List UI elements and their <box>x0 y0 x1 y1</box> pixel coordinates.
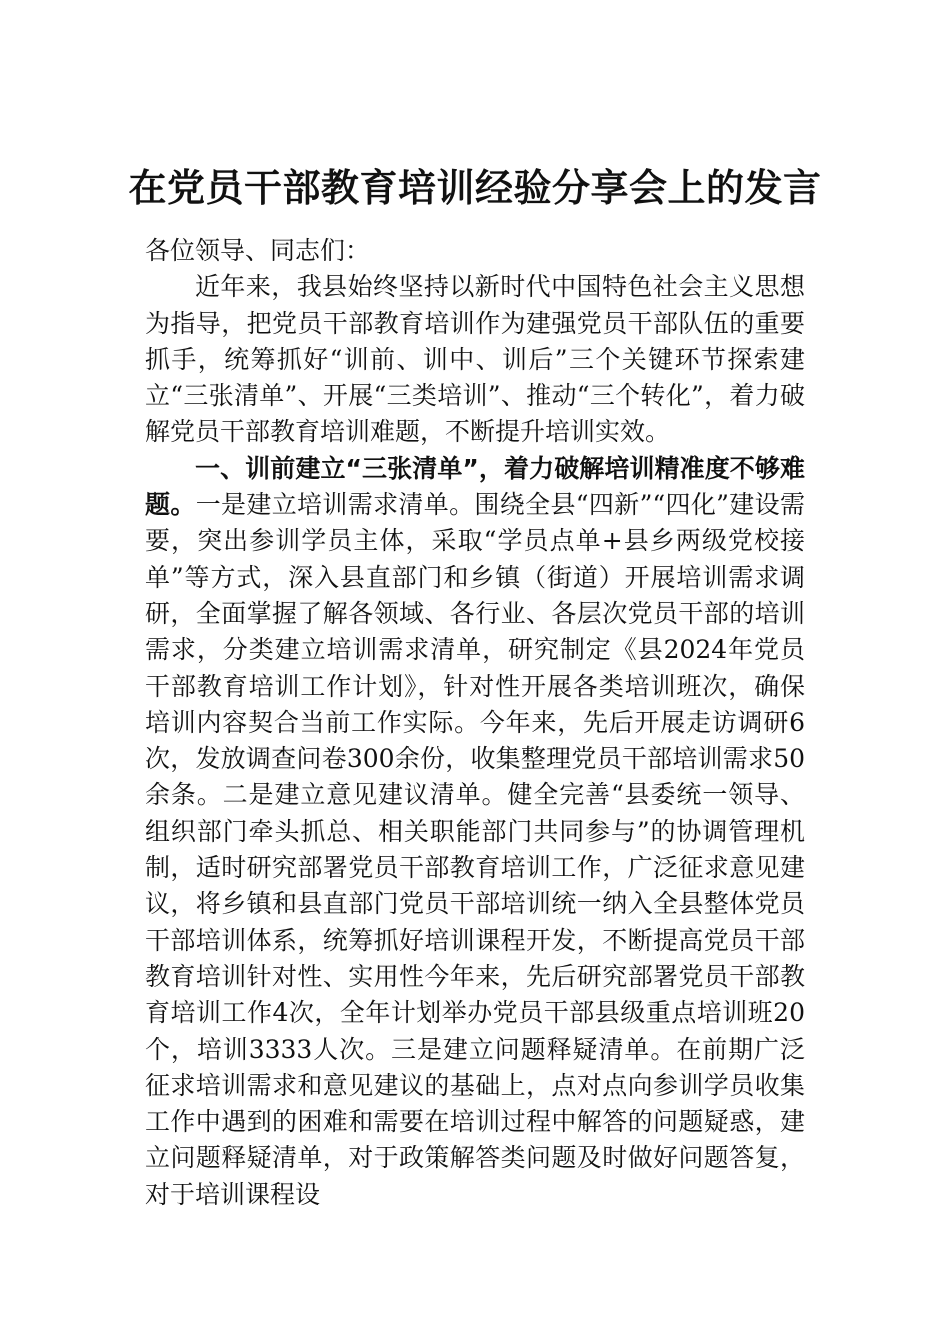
section-1-heading: 一、训前建立“三张清单”，着力破解培训精准度不够难题。 <box>145 453 805 520</box>
section-1-body: 一是建立培训需求清单。围绕全县“四新”“四化”建设需要，突出参训学员主体，采取“学员点单+县乡两级党校接单”等方式，深入县直部门和乡镇（街道）开展培训需求调研，全面掌握了解各领域、各行业、各层次党员干部的培训需求，分类建立培训需求清单，研究制定《县2024年党员干部教育培训工作计划》，针对性开展各类培训班次，确保培训内容契合当前工作实际。今年来，先后开展走访调研6次，发放调查问卷300余份，收集整理党员干部培训需求50余条。二是建立意见建议清单。健全完善“县委统一领导、组织部门牵头抓总、相关职能部门共同参与”的协调管理机制，适时研究部署党员干部教育培训工作，广泛征求意见建议，将乡镇和县直部门党员干部培训统一纳入全县整体党员干部培训体系，统筹抓好培训课程开发，不断提高党员干部教育培训针对性、实用性今年来，先后研究部署党员干部教育培训工作4次，全年计划举办党员干部县级重点培训班20个，培训3333人次。三是建立问题释疑清单。在前期广泛征求培训需求和意见建议的基础上，点对点向参训学员收集工作中遇到的困难和需要在培训过程中解答的问题疑惑，建立问题释疑清单，对于政策解答类问题及时做好问题答复，对于培训课程设 <box>145 490 805 1209</box>
salutation: 各位领导、同志们： <box>145 236 371 265</box>
section-1-paragraph <box>145 451 805 1213</box>
document-body <box>145 233 805 1213</box>
intro-paragraph: 近年来，我县始终坚持以新时代中国特色社会主义思想为指导，把党员干部教育培训作为建强党员干部队伍的重要抓手，统筹抓好“训前、训中、训后”三个关键环节探索建立“三张清单”、开展“三类培训”、推动“三个转化”，着力破解党员干部教育培训难题，不断提升培训实效。 <box>145 272 805 447</box>
document-title: 在党员干部教育培训经验分享会上的发言 <box>128 165 822 210</box>
